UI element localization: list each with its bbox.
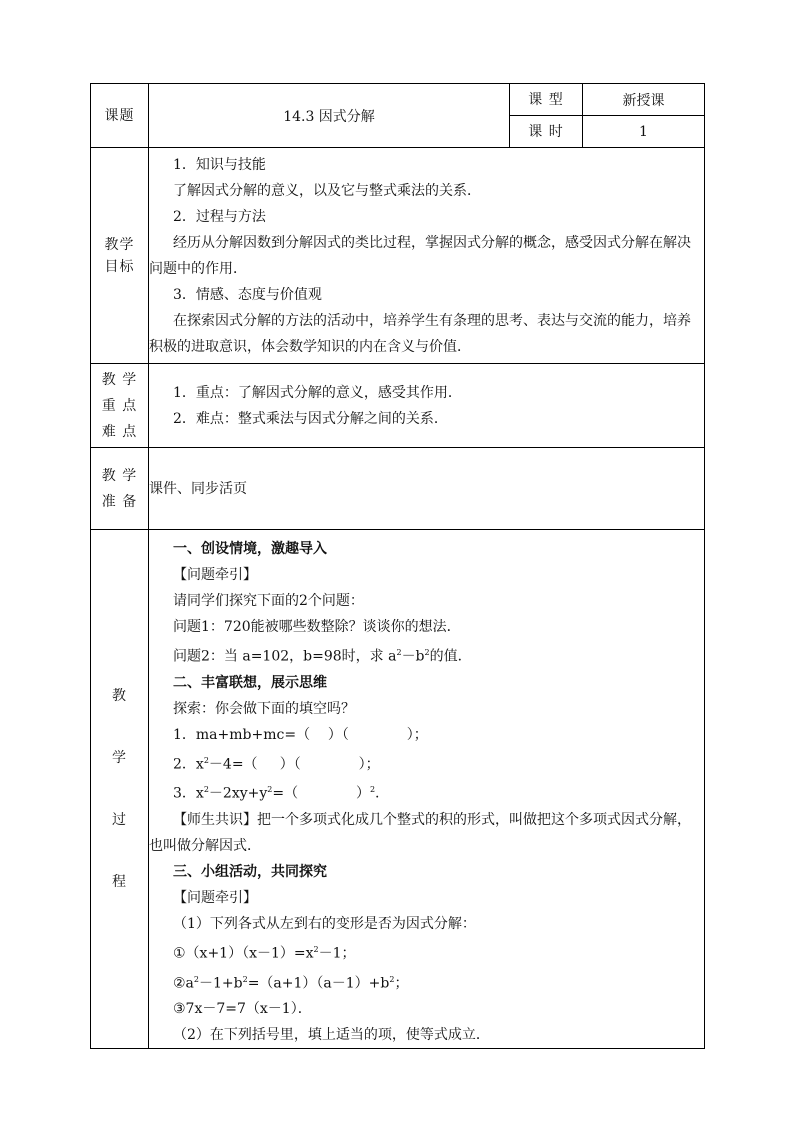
topic-label: 课题	[91, 84, 149, 148]
eq2-prefix: ②a	[173, 975, 194, 992]
process-label-char3: 过	[112, 812, 127, 829]
objective-text: 了解因式分解的意义，以及它与整式乘法的关系．	[173, 182, 481, 199]
section-title: 三、小组活动，共同探究	[173, 863, 327, 880]
equation-3: ③7x－7=7（x－1）．	[173, 1001, 312, 1018]
section-tag: 【问题牵引】	[173, 567, 257, 583]
superscript: 2	[424, 648, 430, 657]
superscript: 2	[267, 785, 273, 795]
explore-text: 探索：你会做下面的填空吗？	[173, 700, 355, 717]
q2-mid: －b	[401, 648, 425, 665]
eq2-mid2: =（a+1）（a－1）+b	[247, 975, 390, 992]
superscript: 2	[203, 755, 209, 765]
superscript: 2	[389, 974, 395, 984]
objective-text: 在探索因式分解的方法的活动中，培养学生有条理的思考、表达与交流的能力，培养积极的进取意识，体会数学知识的内在含义与价值．	[149, 312, 691, 355]
key-points-label-line3: 难 点	[101, 423, 138, 440]
section-title: 二、丰富联想，展示思维	[173, 674, 327, 691]
superscript: 2	[203, 785, 209, 795]
key-points-label	[91, 364, 149, 448]
eq2-suffix: ；	[394, 975, 409, 992]
key-point-item: 1．重点：了解因式分解的意义，感受其作用．	[173, 384, 462, 401]
lesson-plan-table	[90, 83, 705, 1049]
lesson-hours-value: 1	[583, 116, 705, 148]
q2-prefix: 问题2：当 a=102，b=98时，求 a	[173, 648, 397, 665]
superscript: 2	[369, 785, 376, 795]
process-label-char4: 程	[112, 874, 127, 891]
eq1-prefix: ①（x+1）（x－1）=x	[173, 945, 314, 962]
fill-item-3: 3．$x^2-2xy+y^2=$（ ）$^2$.	[173, 785, 380, 802]
process-label-char1: 教	[112, 688, 127, 705]
preparation-label-line1: 教 学	[101, 467, 138, 484]
question-1: 问题1：720能被哪些数整除？谈谈你的想法．	[173, 619, 461, 635]
objectives-content	[149, 148, 705, 364]
consensus-text: 把一个多项式化成几个整式的积的形式，叫做把这个多项式因式分解，也叫做分解因式．	[149, 811, 691, 854]
fill2-prefix: 2．x	[173, 756, 204, 773]
preparation-label-line2: 准 备	[101, 493, 138, 510]
superscript: 2	[242, 974, 248, 984]
process-content	[149, 530, 705, 1049]
lesson-hours-label: 课 时	[510, 116, 583, 148]
superscript: 2	[396, 648, 402, 657]
eq1-suffix: －1；	[318, 945, 356, 962]
objective-text: 经历从分解因数到分解因式的类比过程，掌握因式分解的概念，感受因式分解在解决问题中的作用．	[149, 234, 691, 277]
fill2-suffix: －4=（ ）（ ）；	[208, 756, 380, 773]
topic-value: 14.3 因式分解	[149, 84, 510, 148]
objectives-label-line1: 教学	[104, 236, 135, 253]
key-points-content	[149, 364, 705, 448]
objectives-label-line2: 目标	[104, 258, 135, 275]
task-1: （1）下列各式从左到右的变形是否为因式分解：	[173, 915, 476, 932]
key-point-item: 2．难点：整式乘法与因式分解之间的关系．	[173, 410, 448, 427]
equation-2	[149, 967, 704, 997]
preparation-label	[91, 448, 149, 530]
process-label	[91, 530, 149, 1049]
objective-heading: 1．知识与技能	[173, 156, 266, 173]
consensus	[149, 807, 704, 859]
fill3-mid: －2xy+y	[208, 785, 268, 802]
preparation-value: 课件、同步活页	[149, 480, 247, 497]
superscript: 2	[193, 974, 199, 984]
preparation-content	[149, 448, 705, 530]
objective-heading: 3．情感、态度与价值观	[173, 286, 322, 303]
fill3-suffix: =（ ）	[272, 785, 370, 802]
eq2-mid1: －1+b	[199, 975, 243, 992]
task-2: （2）在下列括号里，填上适当的项，使等式成立．	[173, 1027, 490, 1044]
question-2	[149, 640, 704, 670]
fill-item-2	[149, 748, 704, 778]
section-intro: 请同学们探究下面的2个问题：	[173, 593, 364, 609]
objectives-label	[91, 148, 149, 364]
key-points-label-line2: 重 点	[101, 397, 138, 414]
fill-item-1: 1．ma+mb+mc=（ ）（ ）；	[173, 726, 428, 743]
lesson-type-value: 新授课	[583, 84, 705, 116]
fill3-prefix: 3．x	[173, 785, 204, 802]
consensus-tag: 【师生共识】	[173, 811, 257, 828]
equation-1	[149, 937, 704, 967]
process-label-char2: 学	[112, 750, 127, 767]
lesson-type-label: 课 型	[510, 84, 583, 116]
section-title: 一、创设情境，激趣导入	[173, 541, 327, 557]
key-points-label-line1: 教 学	[101, 371, 138, 388]
objective-heading: 2．过程与方法	[173, 208, 266, 225]
q2-suffix: 的值．	[429, 648, 472, 665]
superscript: 2	[313, 944, 319, 954]
section-tag: 【问题牵引】	[173, 889, 257, 906]
